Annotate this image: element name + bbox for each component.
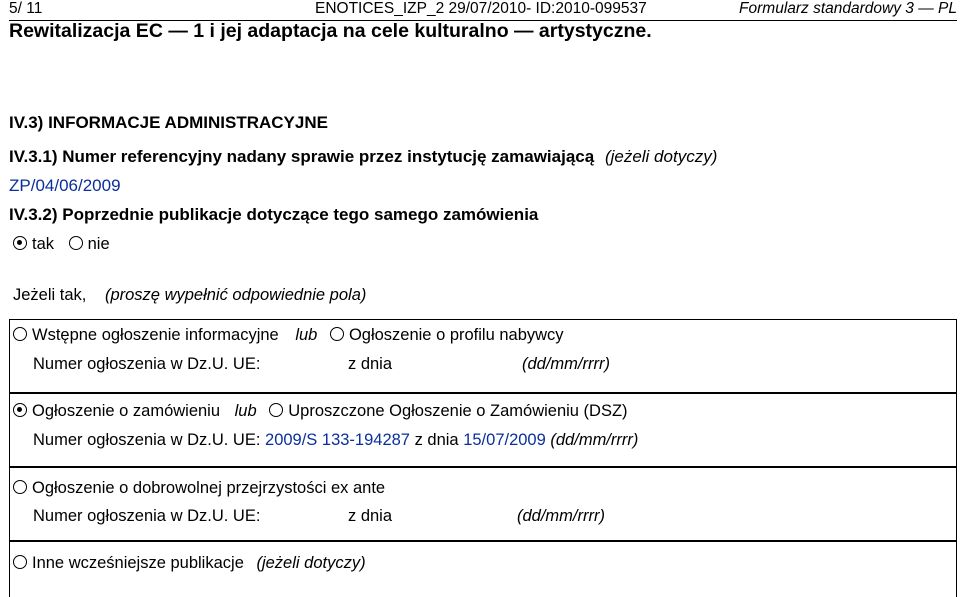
previous-publications-choice xyxy=(13,235,110,254)
iv31-line xyxy=(9,147,717,167)
box2-option-b-radio[interactable] xyxy=(269,403,283,417)
box2-or: lub xyxy=(234,402,257,420)
box2-options xyxy=(13,402,628,421)
box2-option-a-label: Ogłoszenie o zamówieniu xyxy=(32,402,221,420)
box1-number-label: Numer ogłoszenia w Dz.U. UE: xyxy=(33,355,261,373)
box1-date-format: (dd/mm/rrrr) xyxy=(522,355,610,373)
iv32-heading: IV.3.2) Poprzednie publikacje dotyczące tego samego zamówienia xyxy=(9,205,539,224)
if-yes-note: (proszę wypełnić odpowiednie pola) xyxy=(104,286,367,304)
page-header xyxy=(9,0,957,19)
box4-option-a-radio[interactable] xyxy=(13,555,27,569)
section-heading: IV.3) INFORMACJE ADMINISTRACYJNE xyxy=(9,113,328,132)
yes-label: tak xyxy=(32,235,55,253)
box3-option-a-radio[interactable] xyxy=(13,480,27,494)
page-number: 5/ 11 xyxy=(9,0,43,17)
box3-option-a-label: Ogłoszenie o dobrowolnej przejrzystości ex ante xyxy=(32,479,386,497)
iv31-heading: IV.3.1) Numer referencyjny nadany sprawie przez instytucję zamawiającą xyxy=(9,147,595,166)
box4-option xyxy=(13,554,366,573)
box4-note: (jeżeli dotyczy) xyxy=(256,554,366,572)
box1-option-b-radio[interactable] xyxy=(330,327,344,341)
box3-option xyxy=(13,479,385,498)
box3-number-label: Numer ogłoszenia w Dz.U. UE: xyxy=(33,507,261,525)
box2-date-value: 15/07/2009 xyxy=(463,431,546,449)
no-label: nie xyxy=(87,235,110,253)
box3-date-label: z dnia xyxy=(348,507,393,525)
if-yes-line xyxy=(13,286,366,305)
reference-number: ZP/04/06/2009 xyxy=(9,176,121,195)
box2-date-format: (dd/mm/rrrr) xyxy=(550,431,639,449)
box2-number-label: Numer ogłoszenia w Dz.U. UE: xyxy=(33,431,261,449)
no-radio[interactable] xyxy=(69,236,83,250)
form-type: Formularz standardowy 3 — PL xyxy=(739,0,957,17)
box1-date-label: z dnia xyxy=(348,355,393,373)
document-title: Rewitalizacja EC — 1 i jej adaptacja na cele kulturalno — artystyczne. xyxy=(9,20,652,42)
box1-options xyxy=(13,326,564,345)
box4-option-a-label: Inne wcześniejsze publikacje xyxy=(32,554,244,572)
box1-option-b-label: Ogłoszenie o profilu nabywcy xyxy=(348,326,564,344)
yes-radio[interactable] xyxy=(13,236,27,250)
iv31-note: (jeżeli dotyczy) xyxy=(604,147,718,166)
notice-id: ENOTICES_IZP_2 29/07/2010- ID:2010-099537 xyxy=(315,0,647,17)
box1-option-a-label: Wstępne ogłoszenie informacyjne xyxy=(32,326,279,344)
box1-or: lub xyxy=(295,326,318,344)
box1-option-a-radio[interactable] xyxy=(13,327,27,341)
box2-number-line xyxy=(33,431,638,450)
box2-option-a-radio[interactable] xyxy=(13,403,27,417)
box2-option-b-label: Uproszczone Ogłoszenie o Zamówieniu (DSZ) xyxy=(288,402,628,420)
box2-date-label: z dnia xyxy=(414,431,459,449)
if-yes-label: Jeżeli tak, xyxy=(13,286,87,304)
box2-number-value: 2009/S 133-194287 xyxy=(265,431,410,449)
box3-date-format: (dd/mm/rrrr) xyxy=(517,507,605,525)
